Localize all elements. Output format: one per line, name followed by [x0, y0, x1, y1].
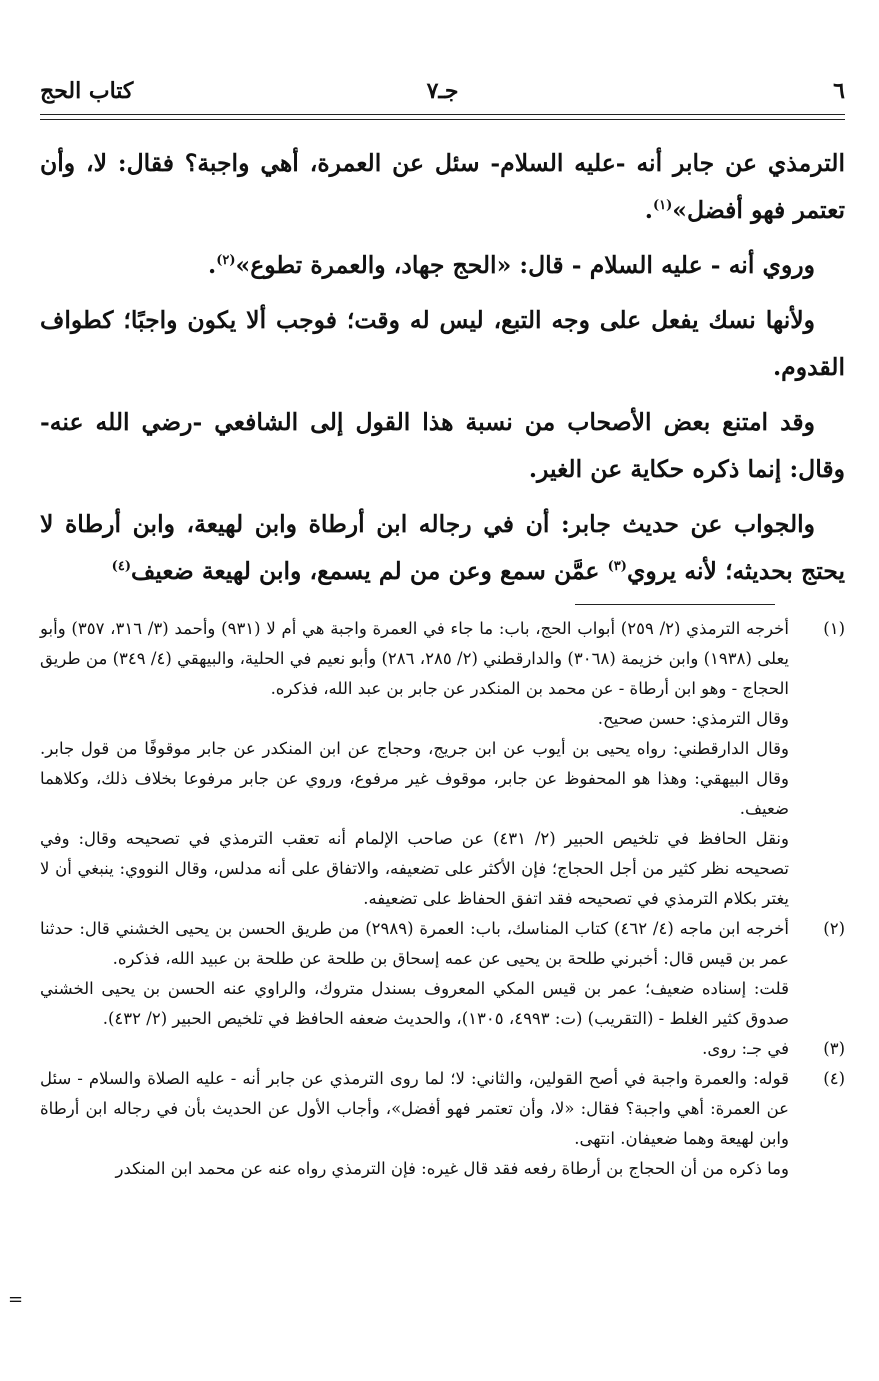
footnote-2-note-b: قلت: إسناده ضعيف؛ عمر بن قيس المكي المعروف بسندل متروك، والراوي عنه الحسن بن يحيى الخشني صدوق كثير الغلط - (التقريب) (ت: ٤٩٩٣، ١٣٠٥)، والحديث ضعفه الحافظ في تلخيص الحبير (٢/ ٤٣٢).: [40, 979, 789, 1028]
footnote-ref-2: (٢): [216, 253, 236, 269]
footnote-3: [40, 1034, 845, 1064]
continuation-mark: =: [8, 1289, 24, 1310]
footnote-ref-4: (٤): [111, 559, 131, 575]
footnote-ref-3: (٣): [607, 559, 627, 575]
footnote-4: [40, 1064, 845, 1154]
footnote-1-note-d: ونقل الحافظ في تلخيص الحبير (٢/ ٤٣١) عن صاحب الإلمام أنه تعقب الترمذي في تصحيحه وقال: وفي تصحيحه نظر كثير من أجل الحجاج؛ فإن الأكثر على تضعيفه، والاتفاق على أنه مدلس، وقال النووي: ينبغي أن لا يغتر بكلام الترمذي في تصحيحه فقد اتفق الحفاظ على تضعيفه.: [40, 829, 789, 908]
footnote-text: قوله: والعمرة واجبة في أصح القولين، والثاني: لا؛ لما روى الترمذي عن جابر أنه - عليه الصلاة والسلام - سئل عن العمرة: أهي واجبة؟ فقال: «لا، وأن تعتمر فهو أفضل»، وأجاب الأول عن الحديث بأن في رجاله ابن أرطاة وابن لهيعة وهما ضعيفان. انتهى.: [40, 1069, 789, 1148]
running-header: [40, 78, 845, 112]
paragraph-2: وروي أنه - عليه السلام - قال: «الحج جهاد، والعمرة تطوع»$^{(٢)}$.: [208, 251, 815, 279]
book-title: كتاب الحج: [40, 78, 134, 104]
footnotes: [40, 614, 845, 1184]
volume-label: جـ٧: [426, 78, 459, 104]
footnote-number: (٤): [823, 1069, 845, 1088]
footnote-2: [40, 914, 845, 974]
footnote-1-note-c: وقال الدارقطني: رواه يحيى بن أيوب عن ابن جريج، وحجاج عن ابن المنكدر عن جابر موقوفًا من قول جابر. وقال البيهقي: وهذا هو المحفوظ عن جابر، موقوف غير مرفوع، وروي عن جابر مرفوعا بخلاف ذلك، وكلاهما ضعيف.: [40, 739, 789, 818]
footnote-ref-1: (١): [652, 198, 673, 214]
paragraph-4: وقد امتنع بعض الأصحاب من نسبة هذا القول إلى الشافعي -رضي الله عنه- وقال: إنما ذكره حكاية عن الغير.: [40, 408, 845, 483]
page-number: ٦: [833, 78, 845, 104]
header-rule-bottom: [40, 119, 845, 120]
header-rule-top: [40, 114, 845, 115]
footnote-number: (٣): [823, 1039, 845, 1058]
paragraph-1: الترمذي عن جابر أنه -عليه السلام- سئل عن العمرة، أهي واجبة؟ فقال: لا، وأن تعتمر فهو أفضل»$^{(١)}$.: [40, 149, 845, 224]
paragraph-3: ولأنها نسك يفعل على وجه التبع، ليس له وقت؛ فوجب ألا يكون واجبًا؛ كطواف القدوم.: [40, 306, 845, 381]
footnote-number: (١): [823, 619, 845, 638]
footnote-text: أخرجه ابن ماجه (٤/ ٤٦٢) كتاب المناسك، باب: العمرة (٢٩٨٩) من طريق الحسن بن يحيى الخشني قال: حدثنا عمر بن قيس قال: أخبرني طلحة بن يحيى عن عمه إسحاق بن طلحة عن طلحة بن عبيد الله، فذكره.: [40, 919, 789, 968]
footnote-number: (٢): [823, 919, 845, 938]
footnote-1: [40, 614, 845, 704]
footnote-1-note-b: وقال الترمذي: حسن صحيح.: [597, 709, 789, 728]
paragraph-5: والجواب عن حديث جابر: أن في رجاله ابن أرطاة وابن لهيعة، وابن أرطاة لا يحتج بحديثه؛ لأنه يروي$^{(٣)}$ عمَّن سمع وعن من لم يسمع، وابن لهيعة ضعيف$^{(٤)}$: [40, 510, 845, 585]
footnote-separator: [575, 604, 775, 605]
footnote-4-note-b: وما ذكره من أن الحجاج بن أرطاة رفعه فقد قال غيره: فإن الترمذي رواه عنه عن محمد ابن المنكدر: [115, 1159, 789, 1178]
footnote-text: أخرجه الترمذي (٢/ ٢٥٩) أبواب الحج، باب: ما جاء في العمرة واجبة هي أم لا (٩٣١) وأحمد (٣/ ٣١٦، ٣٥٧) وأبو يعلى (١٩٣٨) وابن خزيمة (٣٠٦٨) والدارقطني (٢/ ٢٨٥، ٢٨٦) وأبو نعيم في الحلية، والبيهقي (٤/ ٣٤٩) من طريق الحجاج - وهو ابن أرطاة - عن محمد بن المنكدر عن جابر بن عبد الله، فذكره.: [40, 619, 789, 698]
main-text: [40, 140, 845, 603]
footnote-text: في جـ: روى.: [702, 1039, 789, 1058]
